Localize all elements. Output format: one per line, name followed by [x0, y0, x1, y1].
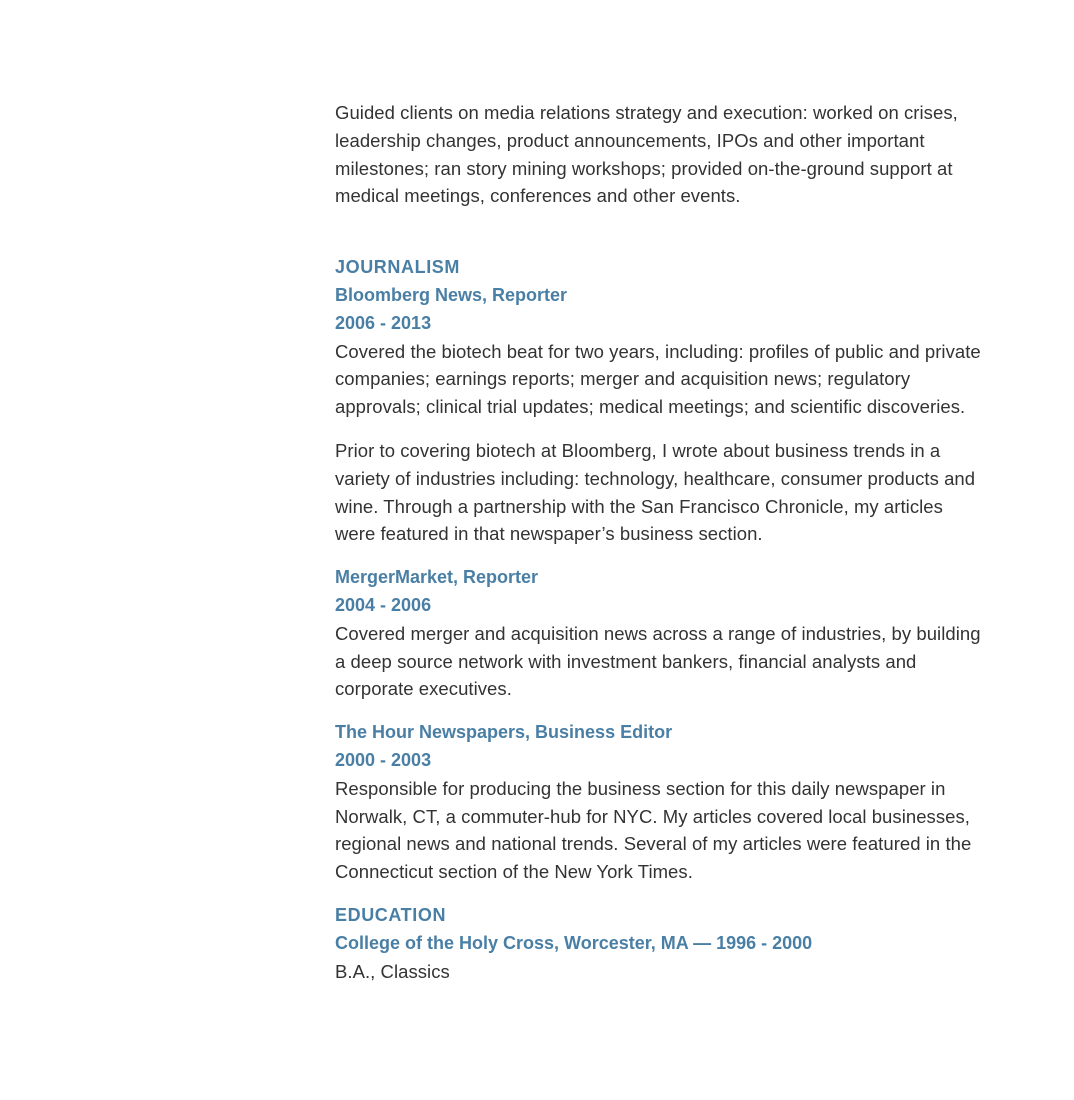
job-description: Prior to covering biotech at Bloomberg, I wrote about business trends in a variety of industries including: technology, healthcare, consumer products and wine. Through a partnership with the San Francisco Chronicle, my articles were featured in that newspaper’s business section. [335, 439, 976, 545]
job-title: MergerMarket, Reporter [335, 567, 539, 588]
job-dates: 2004 - 2006 [335, 594, 432, 615]
section-heading-education: EDUCATION [335, 904, 447, 925]
job-dates: 2000 - 2003 [335, 749, 432, 770]
journalism-section [335, 254, 985, 886]
job-description: Covered merger and acquisition news across a range of industries, by building a deep source network with investment bankers, financial analysts and corporate executives. [335, 622, 981, 700]
degree-line: B.A., Classics [335, 960, 450, 982]
job-description: Covered the biotech beat for two years, including: profiles of public and private companies; earnings reports; merger and acquisition news; regulatory approvals; clinical trial updates; medical meetings; and scientific discoveries. [335, 340, 981, 418]
school-line: College of the Holy Cross, Worcester, MA — 1996 - 2000 [335, 932, 813, 953]
section-heading-journalism: JOURNALISM [335, 257, 461, 278]
job-title: The Hour Newspapers, Business Editor [335, 722, 673, 743]
job-title: Bloomberg News, Reporter [335, 284, 568, 305]
resume-content [335, 99, 985, 985]
job-entry-the-hour [335, 719, 985, 886]
job-entry-bloomberg [335, 282, 985, 548]
spacer [335, 210, 985, 254]
education-section [335, 902, 985, 985]
job-dates: 2006 - 2013 [335, 312, 432, 333]
intro-paragraph: Guided clients on media relations strategy and execution: worked on crises, leadership changes, product announcements, IPOs and other important milestones; ran story mining workshops; provided on-the-ground support at medical meetings, conferences and other events. [335, 102, 958, 207]
job-description: Responsible for producing the business section for this daily newspaper in Norwalk, CT, a commuter-hub for NYC. My articles covered local businesses, regional news and national trends. Several of my articles were featured in the Connecticut section of the New York Times. [335, 777, 972, 883]
job-entry-mergermarket [335, 564, 985, 703]
